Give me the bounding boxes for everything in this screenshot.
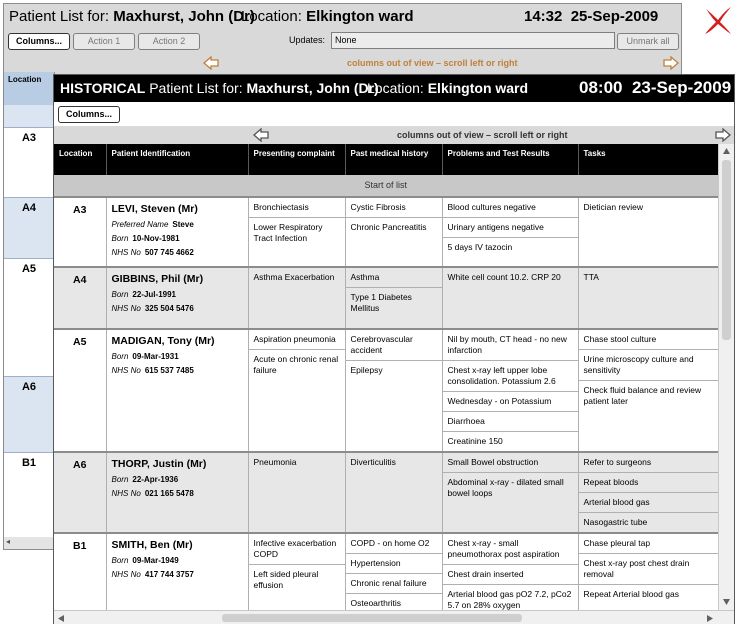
location-cell-b1[interactable]: B1 [4, 452, 54, 541]
list-item[interactable]: Nil by mouth, CT head - no new infarction [443, 330, 578, 361]
current-list-hscroll[interactable]: ◂ [4, 537, 55, 549]
historical-columns-out-of-view-message: columns out of view – scroll left or right [397, 130, 568, 140]
past-history-cell [345, 452, 442, 533]
patient-identification [106, 197, 248, 267]
list-item[interactable]: Wednesday - on Potassium [443, 392, 578, 412]
past-history-cell [345, 267, 442, 329]
past-history-cell [345, 329, 442, 452]
list-item[interactable]: Repeat bloods [579, 473, 718, 493]
start-of-list-row [54, 175, 718, 197]
action-1-button[interactable]: Action 1 [73, 33, 135, 50]
tasks-cell [578, 197, 718, 267]
vertical-scroll-thumb[interactable] [722, 160, 731, 340]
list-item[interactable]: Check fluid balance and review patient later [583, 385, 702, 406]
list-item[interactable]: Small Bowel obstruction [443, 453, 578, 473]
historical-scroll-right-arrow-icon[interactable] [715, 128, 731, 142]
header-location[interactable]: Location [54, 144, 106, 175]
problems-cell [442, 329, 578, 452]
patient-location: A4 [54, 267, 106, 329]
current-list-column-scroll-row [4, 54, 681, 72]
list-item[interactable]: Arterial blood gas pO2 7.2, pCo2 5.7 on 28% oxygen [447, 589, 572, 610]
columns-button[interactable]: Columns... [8, 33, 70, 50]
historical-location: Location: Elkington ward [367, 80, 529, 96]
list-item[interactable]: Chest x-ray left upper lobe consolidation. Potassium 2.6 [443, 361, 578, 392]
historical-toolbar [54, 102, 734, 126]
location-spacer [4, 105, 54, 127]
header-tasks[interactable]: Tasks [578, 144, 718, 175]
historical-timestamp: 08:00 23-Sep-2009 [579, 78, 732, 97]
vertical-scrollbar[interactable] [718, 144, 734, 610]
list-item[interactable]: Asthma [346, 268, 442, 288]
nhs-line: NHS No 417 744 3757 [111, 570, 194, 579]
patient-row[interactable] [54, 452, 718, 533]
problems-cell [442, 267, 578, 329]
presenting-complaint-cell [248, 267, 345, 329]
header-past-medical-history[interactable]: Past medical history [345, 144, 442, 175]
list-item[interactable]: Refer to surgeons [579, 453, 718, 473]
list-item[interactable]: Chest x-ray - small pneumothorax post aspiration [443, 534, 578, 565]
list-item[interactable]: Repeat Arterial blood gas [583, 589, 679, 599]
current-list-toolbar [4, 31, 681, 53]
nhs-line: NHS No 615 537 7485 [111, 366, 194, 375]
list-item[interactable]: Hypertension [346, 554, 442, 574]
list-item[interactable]: Lower Respiratory Tract Infection [253, 222, 323, 243]
patient-location: A6 [54, 452, 106, 533]
list-item[interactable]: Chest drain inserted [443, 565, 578, 585]
table-header-row [54, 144, 718, 175]
action-2-button[interactable]: Action 2 [138, 33, 200, 50]
list-item[interactable]: Chase pleural tap [579, 534, 718, 554]
scroll-down-arrow-icon[interactable] [722, 598, 731, 606]
horizontal-scrollbar[interactable] [54, 610, 734, 624]
list-item[interactable]: Infective exacerbation COPD [249, 534, 345, 565]
list-item[interactable]: Chronic Pancreatitis [350, 222, 427, 232]
patient-name[interactable]: GIBBINS, Phil (Mr) [111, 273, 204, 285]
list-item[interactable]: Urinary antigens negative [443, 218, 578, 238]
born-line: Born 09-Mar-1931 [111, 352, 179, 361]
list-item[interactable]: Chronic renal failure [346, 574, 442, 594]
patient-name[interactable]: MADIGAN, Tony (Mr) [111, 335, 215, 347]
patient-row[interactable] [54, 197, 718, 267]
problems-cell [442, 197, 578, 267]
current-list-timestamp: 14:32 25-Sep-2009 [524, 8, 659, 25]
historical-patient-list-window [53, 74, 735, 624]
list-item[interactable]: Arterial blood gas [579, 493, 718, 513]
list-item[interactable]: Creatinine 150 [447, 436, 503, 446]
current-list-location-column [4, 72, 55, 541]
list-item[interactable]: Bronchiectasis [249, 198, 345, 218]
location-cell-a3[interactable]: A3 [4, 127, 54, 197]
header-problems-test-results[interactable]: Problems and Test Results [442, 144, 578, 175]
location-cell-a5[interactable]: A5 [4, 258, 54, 376]
list-item[interactable]: White cell count 10.2. CRP 20 [447, 272, 561, 282]
historical-patient-grid [54, 144, 718, 610]
start-of-list-label: Start of list [54, 175, 718, 197]
list-item[interactable]: Diverticulitis [350, 457, 396, 467]
scroll-left-small-arrow-icon[interactable] [57, 614, 65, 623]
preferred-name-line: Preferred Name Steve [111, 220, 194, 229]
location-cell-a4[interactable]: A4 [4, 197, 54, 258]
list-item[interactable]: Epilepsy [350, 365, 383, 375]
list-item[interactable]: TTA [583, 272, 599, 282]
historical-columns-button[interactable]: Columns... [58, 106, 120, 123]
list-item[interactable]: Chase stool culture [579, 330, 718, 350]
horizontal-scroll-thumb[interactable] [222, 614, 522, 622]
past-history-cell [345, 197, 442, 267]
list-item[interactable]: Cerebrovascular accident [346, 330, 442, 361]
list-item[interactable]: Aspiration pneumonia [249, 330, 345, 350]
list-item[interactable]: Dietician review [583, 202, 644, 212]
patient-name[interactable]: SMITH, Ben (Mr) [111, 539, 193, 551]
list-item[interactable]: Diarrhoea [443, 412, 578, 432]
list-item[interactable]: Pneumonia [253, 457, 297, 467]
problems-cell [442, 452, 578, 533]
list-item[interactable]: COPD - on home O2 [346, 534, 442, 554]
problems-cell [442, 533, 578, 610]
nhs-line: NHS No 325 504 5476 [111, 304, 194, 313]
scroll-left-arrow-icon[interactable] [203, 56, 219, 70]
header-presenting-complaint[interactable]: Presenting complaint [248, 144, 345, 175]
patient-row[interactable] [54, 533, 718, 610]
location-column-header[interactable]: Location [4, 72, 54, 105]
patient-row[interactable] [54, 329, 718, 452]
historical-column-scroll-row [54, 126, 734, 144]
tasks-cell [578, 267, 718, 329]
presenting-complaint-cell [248, 452, 345, 533]
born-line: Born 22-Jul-1991 [111, 290, 176, 299]
presenting-complaint-cell [248, 197, 345, 267]
patient-identification [106, 329, 248, 452]
location-cell-a6[interactable]: A6 [4, 376, 54, 452]
scroll-right-small-arrow-icon[interactable] [706, 614, 714, 623]
historical-scroll-left-arrow-icon[interactable] [253, 128, 269, 142]
list-item[interactable]: Blood cultures negative [443, 198, 578, 218]
born-line: Born 09-Mar-1949 [111, 556, 179, 565]
list-item[interactable]: Chest x-ray post chest drain removal [579, 554, 718, 585]
presenting-complaint-cell [248, 329, 345, 452]
past-history-cell [345, 533, 442, 610]
patient-identification [106, 533, 248, 610]
list-item[interactable]: Asthma Exacerbation [253, 272, 335, 282]
born-line: Born 10-Nov-1981 [111, 234, 180, 243]
list-item[interactable]: Acute on chronic renal failure [253, 354, 339, 375]
unmark-all-button[interactable]: Unmark all [617, 33, 679, 50]
patient-table [54, 144, 718, 610]
historical-title: HISTORICAL Patient List for: Maxhurst, John (Dr) [60, 80, 379, 96]
list-item[interactable]: Nasogastric tube [583, 517, 648, 527]
presenting-complaint-cell [248, 533, 345, 610]
current-list-title-bar [4, 4, 681, 31]
historical-title-bar [54, 75, 734, 102]
list-item[interactable]: Left sided pleural effusion [253, 569, 319, 590]
patient-location: A3 [54, 197, 106, 267]
tasks-cell [578, 533, 718, 610]
current-list-location: Location: Elkington ward [241, 8, 414, 25]
patient-identification [106, 267, 248, 329]
columns-out-of-view-message: columns out of view – scroll left or right [347, 58, 518, 68]
list-item[interactable]: Osteoarthritis [350, 598, 402, 608]
nhs-line: NHS No 021 165 5478 [111, 489, 194, 498]
tasks-cell [578, 329, 718, 452]
current-list-title: Patient List for: Maxhurst, John (Dr) [9, 8, 255, 25]
header-patient-identification[interactable]: Patient Identification [106, 144, 248, 175]
scroll-right-arrow-icon[interactable] [663, 56, 679, 70]
patient-name[interactable]: LEVI, Steven (Mr) [111, 203, 198, 215]
list-item[interactable]: Abdominal x-ray - dilated small bowel loops [447, 477, 564, 498]
list-item[interactable]: Type 1 Diabetes Mellitus [350, 292, 412, 313]
list-item[interactable]: Cystic Fibrosis [346, 198, 442, 218]
list-item[interactable]: 5 days IV tazocin [447, 242, 513, 252]
updates-field: None [331, 32, 615, 49]
patient-identification [106, 452, 248, 533]
patient-row[interactable] [54, 267, 718, 329]
patient-location: A5 [54, 329, 106, 452]
scroll-up-arrow-icon[interactable] [722, 147, 731, 155]
updates-label: Updates: [289, 35, 326, 45]
patient-name[interactable]: THORP, Justin (Mr) [111, 458, 207, 470]
list-item[interactable]: Urine microscopy culture and sensitivity [579, 350, 718, 381]
tasks-cell [578, 452, 718, 533]
nhs-line: NHS No 507 745 4662 [111, 248, 194, 257]
born-line: Born 22-Apr-1936 [111, 475, 179, 484]
patient-location: B1 [54, 533, 106, 610]
red-x-icon[interactable] [702, 4, 734, 36]
